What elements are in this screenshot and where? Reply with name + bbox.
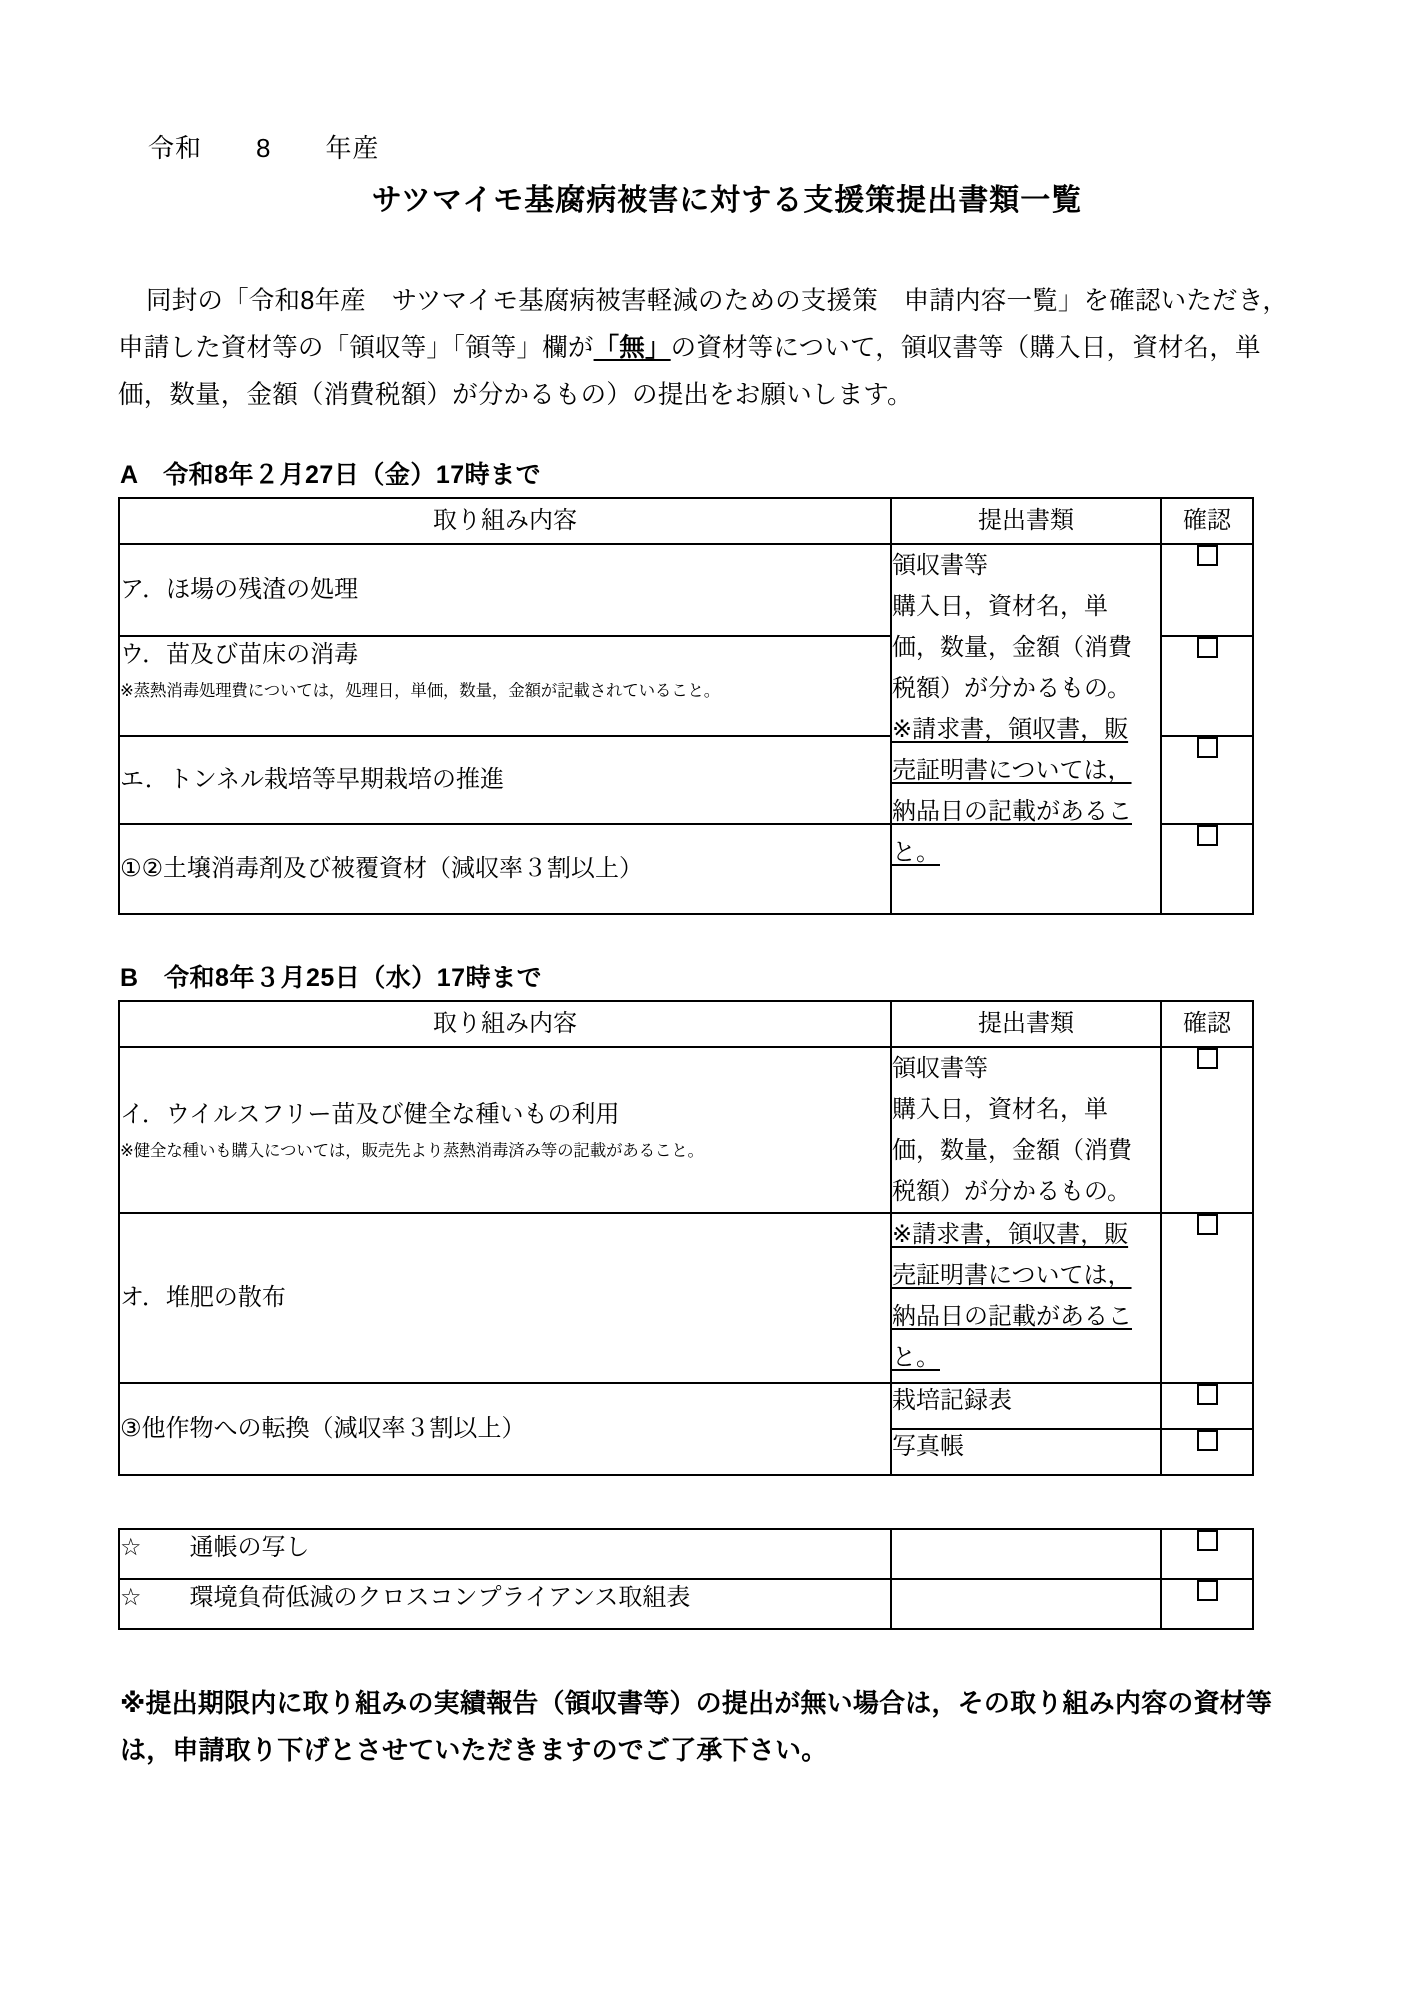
col-header-content: 取り組み内容 bbox=[119, 1001, 891, 1047]
row-label-a1 bbox=[119, 544, 891, 636]
row-label-text: ③他作物への転換（減収率３割以上） bbox=[120, 1415, 526, 1442]
footer-note: ※提出期限内に取り組みの実績報告（領収書等）の提出が無い場合は，その取り組み内容の資材等は，申請取り下げとさせていただきますのでご了承下さい。 bbox=[120, 1688, 1273, 1765]
table-row bbox=[119, 1529, 1253, 1579]
table-section-a bbox=[118, 497, 1254, 915]
row-note-text: ※蒸熱消毒処理費については，処理日，単価，数量，金額が記載されていること。 bbox=[120, 682, 721, 700]
confirm-checkbox-cell-b4[interactable] bbox=[1161, 1429, 1253, 1475]
docs-line-5: ※請求書，領収書，販 bbox=[892, 716, 1129, 743]
row-label-text: オ．堆肥の散布 bbox=[120, 1284, 286, 1311]
table-header-row bbox=[119, 498, 1253, 544]
table-row bbox=[119, 1383, 1253, 1429]
row-label-a2 bbox=[119, 636, 891, 736]
page-title: サツマイモ基腐病被害に対する支援策提出書類一覧 bbox=[371, 184, 1083, 217]
table-section-b bbox=[118, 1000, 1254, 1476]
row-label-text: イ．ウイルスフリー苗及び健全な種いもの利用 bbox=[120, 1101, 620, 1128]
col-header-documents: 提出書類 bbox=[891, 1001, 1161, 1047]
table-row bbox=[119, 1579, 1253, 1629]
confirm-checkbox-cell-a1[interactable] bbox=[1161, 544, 1253, 636]
documents-cell-b3b: 写真帳 bbox=[891, 1429, 1161, 1475]
checkbox-icon[interactable] bbox=[1197, 1214, 1218, 1235]
checkbox-icon[interactable] bbox=[1197, 545, 1218, 566]
section-b-heading: B 令和8年３月25日（水）17時まで bbox=[120, 964, 543, 992]
docs-line-3: 価，数量，金額（消費 bbox=[892, 1137, 1132, 1164]
row-label-text: ア．ほ場の残渣の処理 bbox=[120, 576, 359, 603]
confirm-checkbox-cell-a4[interactable] bbox=[1161, 824, 1253, 914]
docs-line-1: 領収書等 bbox=[892, 552, 988, 579]
extra-row-label-2: ☆ 環境負荷低減のクロスコンプライアンス取組表 bbox=[119, 1579, 891, 1629]
extra-row-docs-1 bbox=[891, 1529, 1161, 1579]
extra-row-label-1: ☆ 通帳の写し bbox=[119, 1529, 891, 1579]
documents-cell-b2 bbox=[891, 1213, 1161, 1383]
col-header-content: 取り組み内容 bbox=[119, 498, 891, 544]
docs-line-4: と。 bbox=[892, 1344, 940, 1371]
docs-line-3: 価，数量，金額（消費 bbox=[892, 634, 1132, 661]
docs-line-3: 納品日の記載があるこ bbox=[892, 1303, 1132, 1330]
table-row bbox=[119, 1213, 1253, 1383]
docs-line-2: 購入日，資材名，単 bbox=[892, 1096, 1108, 1123]
docs-line-7: 納品日の記載があるこ bbox=[892, 798, 1132, 825]
docs-line-4: 税額）が分かるもの。 bbox=[892, 1178, 1132, 1205]
docs-line-8: と。 bbox=[892, 839, 940, 866]
col-header-confirm: 確認 bbox=[1161, 1001, 1253, 1047]
confirm-checkbox-cell-c2[interactable] bbox=[1161, 1579, 1253, 1629]
documents-cell-a bbox=[891, 544, 1161, 914]
row-label-text: ウ．苗及び苗床の消毒 bbox=[120, 641, 359, 668]
checkbox-icon[interactable] bbox=[1197, 737, 1218, 758]
docs-line-1: 領収書等 bbox=[892, 1055, 988, 1082]
checkbox-icon[interactable] bbox=[1197, 1048, 1218, 1069]
intro-paragraph bbox=[118, 278, 1298, 419]
row-label-b1 bbox=[119, 1047, 891, 1213]
col-header-documents: 提出書類 bbox=[891, 498, 1161, 544]
table-row bbox=[119, 544, 1253, 636]
confirm-checkbox-cell-b3[interactable] bbox=[1161, 1383, 1253, 1429]
checkbox-icon[interactable] bbox=[1197, 1384, 1218, 1405]
intro-emphasis-nashi: 「無」 bbox=[593, 333, 671, 362]
section-a-heading: A 令和8年２月27日（金）17時まで bbox=[120, 461, 542, 489]
documents-cell-b1 bbox=[891, 1047, 1161, 1213]
row-label-a3 bbox=[119, 736, 891, 824]
confirm-checkbox-cell-b1[interactable] bbox=[1161, 1047, 1253, 1213]
row-label-text: ①②土壌消毒剤及び被覆資材（減収率３割以上） bbox=[120, 855, 644, 882]
intro-text-part1: 同封の「令和8年産 サツマイモ基腐病被害軽減のための支援策 申請内容一覧」を確認いただき，申請した資材等の「領収等」「領等」欄が bbox=[118, 286, 1289, 362]
era-year-line: 令和 8 年産 bbox=[148, 133, 380, 163]
table-extra-items bbox=[118, 1528, 1254, 1630]
confirm-checkbox-cell-a3[interactable] bbox=[1161, 736, 1253, 824]
documents-cell-b3a: 栽培記録表 bbox=[891, 1383, 1161, 1429]
table-row bbox=[119, 1047, 1253, 1213]
row-label-b2 bbox=[119, 1213, 891, 1383]
row-label-a4 bbox=[119, 824, 891, 914]
docs-line-6: 売証明書については， bbox=[892, 757, 1132, 784]
table-header-row bbox=[119, 1001, 1253, 1047]
extra-row-docs-2 bbox=[891, 1579, 1161, 1629]
intro-text-part2: の資材等について，領収書等（購入日，資材名，単価，数量，金額（消費税額）が分かるもの）の提出をお願いします。 bbox=[118, 333, 1261, 409]
confirm-checkbox-cell-b2[interactable] bbox=[1161, 1213, 1253, 1383]
checkbox-icon[interactable] bbox=[1197, 1530, 1218, 1551]
docs-line-4: 税額）が分かるもの。 bbox=[892, 675, 1132, 702]
docs-line-1: ※請求書，領収書，販 bbox=[892, 1221, 1129, 1248]
docs-line-2: 購入日，資材名，単 bbox=[892, 593, 1108, 620]
docs-line-2: 売証明書については， bbox=[892, 1262, 1132, 1289]
checkbox-icon[interactable] bbox=[1197, 825, 1218, 846]
row-note-text: ※健全な種いも購入については，販売先より蒸熱消毒済み等の記載があること。 bbox=[120, 1142, 704, 1160]
confirm-checkbox-cell-a2[interactable] bbox=[1161, 636, 1253, 736]
row-label-text: エ．トンネル栽培等早期栽培の推進 bbox=[120, 766, 504, 793]
checkbox-icon[interactable] bbox=[1197, 1580, 1218, 1601]
checkbox-icon[interactable] bbox=[1197, 1430, 1218, 1451]
row-label-b3 bbox=[119, 1383, 891, 1475]
confirm-checkbox-cell-c1[interactable] bbox=[1161, 1529, 1253, 1579]
col-header-confirm: 確認 bbox=[1161, 498, 1253, 544]
checkbox-icon[interactable] bbox=[1197, 637, 1218, 658]
